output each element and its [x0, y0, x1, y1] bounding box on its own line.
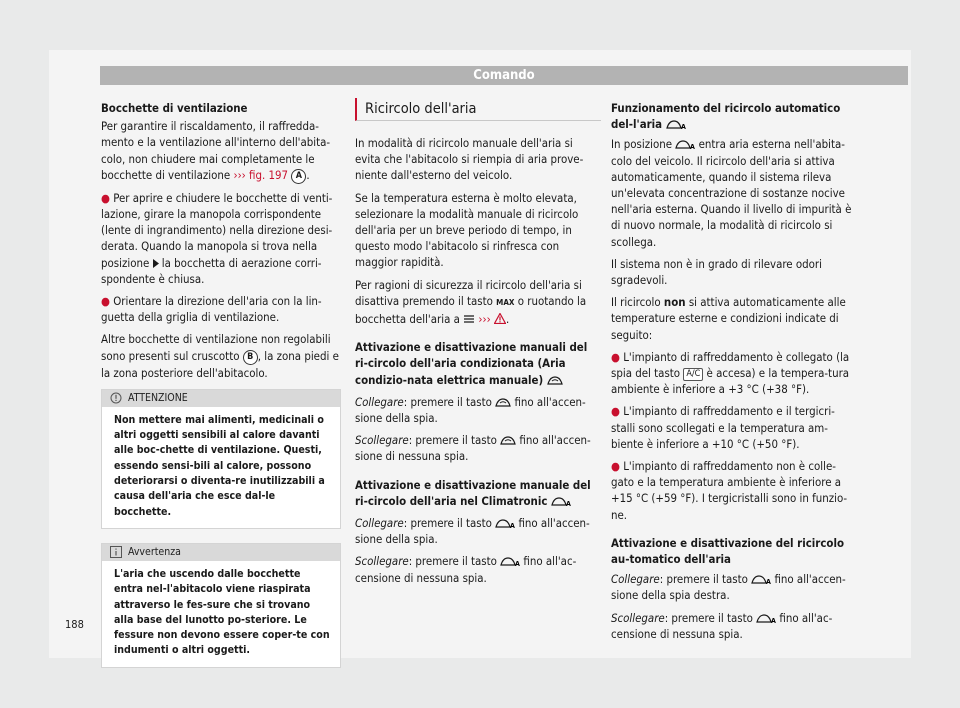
- vents-paragraph: Per garantire il riscaldamento, il raffredda-mento e la ventilazione all'interno dell'abita-colo, non chiudere mai completamente le bocchette di ventilazione ››› fig. 197 A .: [101, 119, 331, 182]
- bullet-item: ● L'impianto di raffreddamento non è colle-gato e la temperatura ambiente è inferiore a +15 °C (+59 °F). I tergicristalli sono in funzio-ne.: [611, 459, 848, 522]
- bullet-item: ● L'impianto di raffreddamento e il tergicri-stalli sono scollegati e la temperatura am-biente è inferiore a +10 °C (+50 °F).: [611, 404, 835, 451]
- column-left: [101, 100, 341, 668]
- bullet-item: ● L'impianto di raffreddamento è collegato (la spia del tasto A/C è accesa) e la tempera-tura ambiente è inferiore a +3 °C (+38 °F).: [611, 349, 850, 397]
- svg-text:A: A: [510, 522, 516, 529]
- connect-instruction: Collegare: premere il tasto fino all'accen-sione della spia.: [355, 394, 586, 426]
- paragraph: In posizione A entra aria esterna nell'abita-colo del veicolo. Il ricircolo dell'aria si attiva automaticamente, quando il sistema rileva un'elevata concentrazione di sostanze nocive nell'aria esterna. Quando il livello di impurità è di nuovo normale, la modalità di ricircolo si scollega.: [611, 137, 852, 249]
- connect-instruction: Collegare: premere il tasto A fino all'accen-sione della spia destra.: [611, 572, 846, 603]
- disconnect-instruction: Scollegare: premere il tasto A fino all'ac-censione di nessuna spia.: [611, 610, 833, 641]
- warning-text: Non mettere mai alimenti, medicinali o altri oggetti sensibili al calore davanti alle boc-chette di ventilazione. Questi, essendo sensi-bili al calore, possono deteriorarsi o diventa-re inutilizzabili a causa dell'aria che esce dal-le bocchette.: [114, 413, 325, 518]
- section-title: Ricircolo dell'aria: [355, 98, 601, 121]
- warning-header: ATTENZIONE: [102, 390, 340, 407]
- svg-text:A: A: [515, 560, 521, 567]
- ac-key-icon: A/C: [683, 368, 703, 381]
- warning-circle-icon: [110, 392, 122, 404]
- paragraph: Il sistema non è in grado di rilevare odori sgradevoli.: [611, 256, 822, 288]
- heading-auto-recirc: Funzionamento del ricircolo automatico del-l'aria A: [611, 101, 841, 132]
- vents-title: Bocchette di ventilazione: [101, 101, 248, 115]
- label-b-icon: B: [243, 350, 258, 365]
- svg-text:A: A: [566, 499, 571, 506]
- vent-icon: [463, 314, 475, 324]
- recirculation-auto-icon: [756, 614, 776, 623]
- recirculation-icon: [547, 376, 563, 385]
- label-a-icon: A: [291, 169, 306, 184]
- recirculation-auto-icon: [495, 519, 515, 528]
- disconnect-instruction: Scollegare: premere il tasto A fino all'ac-censione di nessuna spia.: [355, 554, 577, 585]
- other-vents-paragraph: Altre bocchette di ventilazione non regolabili sono presenti sul cruscotto B , la zona piedi e la zona posteriore dell'abitacolo.: [101, 332, 339, 380]
- heading-auto-activation: Attivazione e disattivazione del ricircolo au-tomatico dell'aria: [611, 535, 845, 567]
- paragraph: Per ragioni di sicurezza il ricircolo dell'aria si disattiva premendo il tasto MAX o ruotando la bocchetta dell'aria a ››› .: [355, 277, 587, 327]
- recirculation-auto-icon: [500, 557, 520, 566]
- recirculation-auto-icon: [675, 140, 695, 149]
- column-middle: [355, 98, 601, 592]
- heading-manual-recirc: Attivazione e disattivazione manuali del ri-circolo dell'aria condizionata (Aria condizio-nata elettrica manuale): [355, 340, 588, 387]
- svg-text:A: A: [690, 143, 696, 150]
- recirculation-icon: [500, 436, 516, 445]
- bullet-item: ● Orientare la direzione dell'aria con la lin-guetta della griglia di ventilazione.: [101, 294, 322, 325]
- warning-box: [101, 389, 341, 529]
- note-header: Avvertenza: [102, 544, 340, 561]
- page-number: 188: [65, 618, 84, 631]
- max-defrost-icon: MAX: [496, 297, 515, 307]
- svg-text:A: A: [766, 578, 772, 585]
- recirculation-auto-icon: [666, 120, 686, 129]
- paragraph: Il ricircolo non si attiva automaticamente alle temperature esterne e condizioni indicate di seguito:: [611, 295, 846, 342]
- svg-text:A: A: [771, 616, 777, 623]
- svg-text:A: A: [680, 123, 686, 130]
- recirculation-auto-icon: [551, 497, 571, 506]
- note-box: [101, 543, 341, 668]
- info-icon: [110, 546, 122, 558]
- paragraph: In modalità di ricircolo manuale dell'aria si evita che l'abitacolo si riempia di aria prove-niente dall'esterno del veicolo.: [355, 136, 584, 183]
- warning-triangle-icon: [494, 313, 506, 324]
- triangle-right-icon: [153, 259, 159, 268]
- paragraph: Se la temperatura esterna è molto elevata, selezionare la modalità manuale di ricircolo dell'aria per un breve periodo di tempo, in questo modo l'abitacolo si rinfresca con maggior rapidità.: [355, 190, 579, 270]
- recirculation-auto-icon: [751, 575, 771, 584]
- page-header: Comando: [100, 66, 908, 85]
- connect-instruction: Collegare: premere il tasto A fino all'accen-sione della spia.: [355, 516, 590, 547]
- bullet-item: ● Per aprire e chiudere le bocchette di venti-lazione, girare la manopola corrispondente (lente di ingrandimento) nella direzione desi-derata. Quando la manopola si trova nella posizione la bocchetta di aerazione corri-spondente è chiusa.: [101, 190, 333, 286]
- disconnect-instruction: Scollegare: premere il tasto fino all'accen-sione di nessuna spia.: [355, 433, 591, 464]
- recirculation-icon: [495, 398, 511, 407]
- heading-climatronic-recirc: Attivazione e disattivazione manuale del ri-circolo dell'aria nel Climatronic A: [355, 477, 591, 508]
- figure-link[interactable]: ››› fig. 197: [233, 167, 289, 182]
- column-right: [611, 100, 859, 648]
- manual-page: [49, 50, 911, 658]
- note-text: L'aria che uscendo dalle bocchette entra nel-l'abitacolo viene riaspirata attraverso le fes-sure che si trovano alla base del lunotto po-steriore. Le fessure non devono essere coper-te con indumenti o altri oggetti.: [114, 567, 330, 657]
